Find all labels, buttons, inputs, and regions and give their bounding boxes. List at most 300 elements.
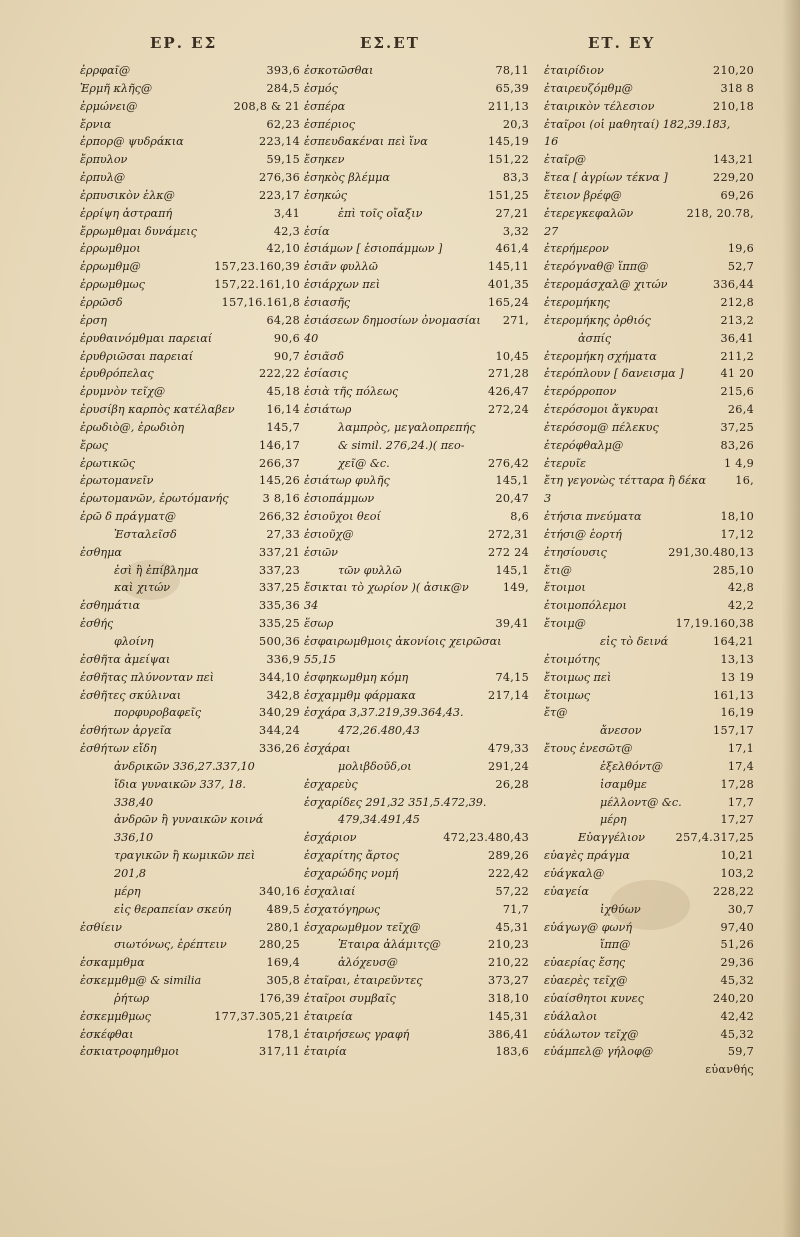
index-entry xyxy=(544,80,754,98)
index-entry xyxy=(80,258,300,276)
entry-reference: 151,22 xyxy=(488,153,529,167)
entry-reference: 97,40 xyxy=(720,920,754,934)
index-entry xyxy=(304,1026,529,1044)
entry-reference: 3 8,16 xyxy=(262,492,300,506)
entry-term: ἑρμώνει@ xyxy=(80,99,138,113)
index-entry xyxy=(544,740,754,758)
entry-term: ἐταιρεία xyxy=(304,1009,353,1023)
entry-term: ἔρως xyxy=(80,438,108,452)
index-entry xyxy=(544,437,754,455)
entry-reference: 222,42 xyxy=(488,866,529,880)
entry-term: ἐσθημα xyxy=(80,545,122,559)
entry-reference: 17,27 xyxy=(720,813,754,827)
entry-reference: 276,42 xyxy=(488,456,529,470)
index-entry xyxy=(304,169,529,187)
entry-term: ἄνεσον xyxy=(600,724,642,738)
index-entry xyxy=(80,794,300,812)
index-entry xyxy=(544,348,754,366)
index-entry xyxy=(544,562,754,580)
index-entry xyxy=(544,312,754,330)
index-entry xyxy=(80,740,300,758)
index-entry xyxy=(304,919,529,937)
entry-term: ἐσθίειν xyxy=(80,920,122,934)
index-entry xyxy=(304,508,529,526)
index-entry xyxy=(544,276,754,294)
entry-reference: 71,7 xyxy=(502,902,529,916)
index-entry xyxy=(80,116,300,134)
entry-term: ἐσκεμμθμως xyxy=(80,1009,151,1023)
index-entry xyxy=(544,919,754,937)
index-entry xyxy=(544,704,754,722)
index-entry xyxy=(544,472,754,490)
index-entry xyxy=(544,258,754,276)
entry-term: ἐτερομήκη σχήματα xyxy=(544,349,657,363)
index-entry xyxy=(544,847,754,865)
entry-reference: 289,26 xyxy=(488,849,529,863)
entry-reference: 42,3 xyxy=(273,224,300,238)
entry-reference: 39,41 xyxy=(495,617,529,631)
entry-term: ἐσφαιρωμθμοις ἀκονίοις χειρῶσαι xyxy=(304,635,502,648)
entry-term: ἐσθής xyxy=(80,617,114,631)
index-entry xyxy=(80,526,300,544)
entry-term: ἰχθύων xyxy=(600,902,641,916)
entry-term: ἐξελθόντ@ xyxy=(600,759,663,773)
entry-reference: 240,20 xyxy=(713,991,754,1005)
index-entry xyxy=(80,865,300,883)
entry-term: ἑσηκὸς βλέμμα xyxy=(304,171,390,185)
entry-reference: 3,32 xyxy=(502,224,529,238)
entry-reference: 42,8 xyxy=(727,581,754,595)
index-entry xyxy=(304,419,529,437)
entry-term: ἑσπευδακέναι πεὶ ἵνα xyxy=(304,135,428,149)
entry-reference: 340,16 xyxy=(259,884,300,898)
header-center: ΕΣ.ΕΤ xyxy=(360,34,420,52)
entry-term: ἑσιοῦχοι θεοί xyxy=(304,510,381,524)
index-entry xyxy=(80,562,300,580)
index-entry xyxy=(544,544,754,562)
index-entry xyxy=(304,437,529,455)
index-entry xyxy=(544,240,754,258)
index-entry xyxy=(304,722,529,740)
entry-term: ἱσαμθμε xyxy=(600,777,647,791)
index-entry xyxy=(544,651,754,669)
entry-reference: 26,4 xyxy=(727,403,754,417)
index-entry xyxy=(80,1043,300,1061)
entry-term: σιωτόνως, ἐρέπτειν xyxy=(114,938,227,952)
entry-term: εἰς θεραπείαν σκεύη xyxy=(114,902,232,916)
entry-term: ἑσιάσεων δημοσίων ὀνομασίαι xyxy=(304,313,481,327)
index-entry xyxy=(544,205,754,223)
index-entry xyxy=(304,276,529,294)
index-entry xyxy=(304,62,529,80)
entry-reference: 210,18 xyxy=(713,99,754,113)
entry-reference: 222,22 xyxy=(259,367,300,381)
index-entry xyxy=(80,615,300,633)
entry-reference: 145,26 xyxy=(259,474,300,488)
entry-term: 40 xyxy=(304,331,319,345)
index-entry xyxy=(304,1008,529,1026)
entry-term: & simil. 276,24.)( πεο- xyxy=(338,438,465,452)
entry-term: 472,26.480,43 xyxy=(338,724,420,738)
index-entry xyxy=(80,990,300,1008)
index-entry xyxy=(80,811,300,829)
entry-reference: 51,26 xyxy=(720,938,754,952)
index-entry xyxy=(544,419,754,437)
entry-term: ἑσιᾶσδ xyxy=(304,349,344,363)
entry-term: ἀσπίς xyxy=(578,331,612,345)
entry-term: ἐρωτικῶς xyxy=(80,456,136,470)
entry-reference: 177,37.305,21 xyxy=(214,1009,300,1023)
entry-reference: 272,31 xyxy=(488,527,529,541)
entry-reference: 266,32 xyxy=(259,510,300,524)
entry-reference: 45,32 xyxy=(720,1027,754,1041)
entry-reference: 393,6 xyxy=(266,64,300,77)
entry-term: ἐσθήτων ἀργεῖα xyxy=(80,724,172,738)
index-entry xyxy=(304,615,529,633)
entry-term: ἐτερομάσχαλ@ χιτών xyxy=(544,278,668,292)
entry-reference: 18,10 xyxy=(720,510,754,524)
index-entry xyxy=(544,383,754,401)
index-entry xyxy=(304,472,529,490)
index-entry xyxy=(304,579,529,597)
index-entry xyxy=(304,633,529,651)
entry-term: ἀλόχευσ@ xyxy=(338,956,398,970)
entry-reference: 145,1 xyxy=(495,474,529,488)
entry-term: ἑσπέριος xyxy=(304,117,355,131)
index-entry xyxy=(80,348,300,366)
entry-reference: 373,27 xyxy=(488,974,529,988)
entry-term: ἐταιρίδιον xyxy=(544,64,604,77)
entry-term: ἐρρῶσδ xyxy=(80,295,123,309)
index-entry xyxy=(304,151,529,169)
entry-reference: 145,19 xyxy=(488,135,529,149)
entry-term: ἐτερόπλουν [ δανεισμα ] xyxy=(544,367,684,381)
entry-reference: 83,3 xyxy=(502,171,529,185)
entry-reference: 10,21 xyxy=(720,849,754,863)
index-entry xyxy=(304,205,529,223)
index-entry xyxy=(80,151,300,169)
entry-term: μέρη xyxy=(114,884,141,898)
entry-term: ἐρρωμθμως xyxy=(80,278,145,292)
entry-reference: 1 4,9 xyxy=(724,456,754,470)
index-entry xyxy=(80,383,300,401)
entry-term: ἔτοιμως πεὶ xyxy=(544,670,612,684)
entry-reference: 90,6 xyxy=(273,331,300,345)
entry-term: ἐταῖροι συμβαῖς xyxy=(304,991,396,1005)
entry-reference: 8,6 xyxy=(510,510,529,524)
entry-term: ἐταιρευζόμθμ@ xyxy=(544,81,633,95)
index-entry xyxy=(304,776,529,794)
entry-term: 34 xyxy=(304,599,319,613)
index-entry xyxy=(80,722,300,740)
entry-term: ἐρυσίβη καρπὸς κατέλαβεν xyxy=(80,403,235,417)
entry-term: μέλλοντ@ &c. xyxy=(600,795,682,809)
entry-reference: 157,17 xyxy=(713,724,754,738)
index-entry xyxy=(304,526,529,544)
index-entry xyxy=(544,133,754,151)
index-entry xyxy=(544,794,754,812)
entry-term: ἑσίασις xyxy=(304,367,348,381)
entry-reference: 17,4 xyxy=(727,759,754,773)
entry-reference: 157,16.161,8 xyxy=(221,295,300,309)
entry-term: ἕσωρ xyxy=(304,617,334,631)
index-entry xyxy=(304,1043,529,1061)
entry-reference: 317,11 xyxy=(259,1045,300,1059)
index-entry xyxy=(544,633,754,651)
entry-reference: 30,7 xyxy=(727,902,754,916)
entry-term: ἐρρφαῖ@ xyxy=(80,64,131,77)
index-entry xyxy=(80,633,300,651)
entry-reference: 103,2 xyxy=(720,866,754,880)
index-entry xyxy=(304,187,529,205)
entry-term: ἔτους ἐνεσῶτ@ xyxy=(544,742,633,756)
entry-term: ἐρπυσικὸν ἑλκ@ xyxy=(80,188,175,202)
entry-term: ἐσχάραι xyxy=(304,742,351,756)
entry-term: ἐσχαμμθμ φάρμακα xyxy=(304,688,416,702)
entry-reference: 461,4 xyxy=(495,242,529,256)
index-entry xyxy=(544,758,754,776)
index-entry xyxy=(544,1008,754,1026)
index-entry xyxy=(544,615,754,633)
entry-term: ἐσχαρίδες 291,32 351,5.472,39. xyxy=(304,795,487,809)
index-entry xyxy=(304,954,529,972)
entry-term: ἐτερόγναθ@ ἵππ@ xyxy=(544,260,649,274)
entry-term: Ἐταιρα ἀλάμιτς@ xyxy=(338,938,441,952)
entry-term: ἔρπυλον xyxy=(80,153,128,167)
entry-term: ἑσιοῦχ@ xyxy=(304,527,354,541)
index-entry xyxy=(80,919,300,937)
entry-reference: 335,36 xyxy=(259,599,300,613)
entry-term: ἑσιάρχων πεὶ xyxy=(304,278,381,292)
index-entry xyxy=(304,330,529,348)
index-entry xyxy=(304,80,529,98)
index-entry xyxy=(304,687,529,705)
entry-term: ἵππ@ xyxy=(600,938,631,952)
index-entry xyxy=(304,312,529,330)
entry-term: ἐσχαρωμθμον τεῖχ@ xyxy=(304,920,421,934)
index-entry xyxy=(304,865,529,883)
entry-reference: 37,25 xyxy=(720,420,754,434)
entry-term: ἐρωδιὸ@, ἐρωδιὸη xyxy=(80,420,185,434)
index-entry xyxy=(304,972,529,990)
entry-term: ἐτερυῖε xyxy=(544,456,586,470)
entry-reference: 78,11 xyxy=(495,64,529,77)
index-entry xyxy=(544,901,754,919)
index-entry xyxy=(80,1008,300,1026)
entry-term: φλοίνη xyxy=(114,635,154,648)
index-entry xyxy=(80,829,300,847)
index-entry xyxy=(304,258,529,276)
entry-term: ἐρυμνὸν τεῖχ@ xyxy=(80,385,166,399)
index-entry xyxy=(80,187,300,205)
entry-reference: 20,3 xyxy=(502,117,529,131)
index-entry xyxy=(304,383,529,401)
entry-term: 336,10 xyxy=(114,831,154,845)
entry-reference: 145,11 xyxy=(488,260,529,274)
index-entry xyxy=(304,704,529,722)
entry-term: ἑσιασῆς xyxy=(304,295,351,309)
entry-term: εὐάλαλοι xyxy=(544,1009,598,1023)
index-entry xyxy=(544,455,754,473)
entry-term: ἐσφηκωμθμη κόμη xyxy=(304,670,409,684)
index-entry xyxy=(80,205,300,223)
entry-reference: 41 20 xyxy=(720,367,754,381)
entry-term: ἀνδρικῶν 336,27.337,10 xyxy=(114,759,255,773)
index-entry xyxy=(544,1061,754,1079)
index-entry xyxy=(304,562,529,580)
index-entry xyxy=(544,508,754,526)
entry-term: ἴδια γυναικῶν 337, 18. xyxy=(114,777,246,791)
index-entry xyxy=(80,901,300,919)
entry-term: ἑσία xyxy=(304,224,330,238)
index-entry xyxy=(304,116,529,134)
index-entry xyxy=(80,1026,300,1044)
entry-reference: 183,6 xyxy=(495,1045,529,1059)
index-entry xyxy=(304,651,529,669)
entry-reference: 45,18 xyxy=(266,385,300,399)
entry-term: εὐαερίας ἔσης xyxy=(544,956,626,970)
entry-term: εἰς τὸ δεινά xyxy=(600,635,669,648)
index-entry xyxy=(80,62,300,80)
entry-term: 479,34.491,45 xyxy=(338,813,420,827)
entry-reference: 74,15 xyxy=(495,670,529,684)
entry-term: ἐσχατόγηρως xyxy=(304,902,381,916)
index-entry xyxy=(304,365,529,383)
entry-reference: 59,7 xyxy=(727,1045,754,1059)
entry-term: ἐσθῆτα ἀμείψαι xyxy=(80,652,171,666)
entry-term: ἐσθημάτια xyxy=(80,599,141,613)
index-entry xyxy=(80,472,300,490)
entry-term: ἐτερεγκεφαλῶν xyxy=(544,206,634,220)
entry-term: ἐσθήτων εἴδη xyxy=(80,742,157,756)
entry-term: εὐάλωτον τεῖχ@ xyxy=(544,1027,639,1041)
entry-term: ἐτερήμερον xyxy=(544,242,609,256)
entry-reference: 29,36 xyxy=(720,956,754,970)
entry-reference: 62,23 xyxy=(266,117,300,131)
index-entry xyxy=(304,669,529,687)
index-entry xyxy=(304,544,529,562)
entry-term: λαμπρὸς, μεγαλοπρεπής xyxy=(338,420,476,434)
entry-reference: 285,10 xyxy=(713,563,754,577)
entry-reference: εὐανθής xyxy=(705,1063,754,1077)
entry-term: ἔτειον βρέφ@ xyxy=(544,188,622,202)
index-entry xyxy=(544,330,754,348)
index-entry xyxy=(80,704,300,722)
index-entry xyxy=(304,240,529,258)
entry-term: ἔτεα [ ἀγρίων τέκνα ] xyxy=(544,171,668,185)
entry-term: ἐπὶ τοῖς οἴαξιν xyxy=(338,206,423,220)
entry-term: ἐσκιατροφημθμοι xyxy=(80,1045,180,1059)
entry-reference: 337,25 xyxy=(259,581,300,595)
entry-reference: 17,19.160,38 xyxy=(675,617,754,631)
index-entry xyxy=(544,490,754,508)
entry-term: μέρη xyxy=(600,813,627,827)
entry-term: ἐρση xyxy=(80,313,107,327)
header-left: ΕΡ. ΕΣ xyxy=(150,34,218,52)
entry-reference: 217,14 xyxy=(488,688,529,702)
entry-term: ἐταιρήσεως γραφή xyxy=(304,1027,410,1041)
index-entry xyxy=(80,508,300,526)
entry-reference: 83,26 xyxy=(720,438,754,452)
entry-reference: 276,36 xyxy=(259,171,300,185)
entry-term: 55,15 xyxy=(304,652,337,666)
entry-reference: 291,30.480,13 xyxy=(668,545,754,559)
entry-reference: 340,29 xyxy=(259,706,300,720)
entry-reference: 16,19 xyxy=(720,706,754,720)
index-entry xyxy=(80,133,300,151)
entry-reference: 164,21 xyxy=(713,635,754,648)
index-entry xyxy=(80,419,300,437)
index-entry xyxy=(304,990,529,1008)
index-entry xyxy=(80,669,300,687)
entry-term: ἐταῖρ@ xyxy=(544,153,586,167)
entry-reference: 36,41 xyxy=(720,331,754,345)
index-entry xyxy=(80,401,300,419)
index-entry xyxy=(304,490,529,508)
entry-reference: 13,13 xyxy=(720,652,754,666)
index-entry xyxy=(544,526,754,544)
entry-reference: 45,32 xyxy=(720,974,754,988)
entry-term: ἐρυθριῶσαι παρειαί xyxy=(80,349,194,363)
entry-reference: 151,25 xyxy=(488,188,529,202)
entry-term: εὐάγωγ@ φωνή xyxy=(544,920,633,934)
index-entry xyxy=(80,330,300,348)
index-entry xyxy=(544,169,754,187)
entry-term: μολιβδοῦδ,οι xyxy=(338,759,412,773)
entry-reference: 16,14 xyxy=(266,403,300,417)
entry-reference: 169,4 xyxy=(266,956,300,970)
entry-reference: 16, xyxy=(735,474,754,488)
entry-reference: 27,21 xyxy=(495,206,529,220)
entry-term: ἔτοιμως xyxy=(544,688,590,702)
entry-reference: 272 24 xyxy=(488,545,529,559)
entry-reference: 271,28 xyxy=(488,367,529,381)
entry-reference: 145,7 xyxy=(266,420,300,434)
index-entry xyxy=(80,687,300,705)
index-entry xyxy=(544,1043,754,1061)
entry-term: ἐταῖροι (οἱ μαθηταί) 182,39.183, xyxy=(544,117,731,131)
entry-term: ἑσιάμων [ ἑσιοπάμμων ] xyxy=(304,242,443,256)
index-entry xyxy=(80,972,300,990)
entry-term: ἐρρωμθμ@ xyxy=(80,260,141,274)
index-entry xyxy=(80,651,300,669)
index-entry xyxy=(80,847,300,865)
index-entry xyxy=(304,597,529,615)
index-entry xyxy=(544,1026,754,1044)
entry-term: εὐαερὲς τεῖχ@ xyxy=(544,974,628,988)
index-entry xyxy=(304,811,529,829)
entry-reference: 157,23.160,39 xyxy=(214,260,300,274)
entry-reference: 149, xyxy=(502,581,529,595)
index-entry xyxy=(544,597,754,615)
entry-reference: 27,33 xyxy=(266,527,300,541)
entry-term: ἐρρίψη ἀστραπή xyxy=(80,206,173,220)
entry-reference: 42,42 xyxy=(720,1009,754,1023)
entry-term: καὶ χιτών xyxy=(114,581,171,595)
entry-term: ἐσχαλιαί xyxy=(304,884,356,898)
index-entry xyxy=(304,758,529,776)
entry-term: ἔτη γεγονὼς τέτταρα ἢ δέκα xyxy=(544,474,707,488)
index-entry xyxy=(80,883,300,901)
index-entry xyxy=(304,348,529,366)
index-entry xyxy=(80,294,300,312)
entry-reference: 213,2 xyxy=(720,313,754,327)
entry-term: ἔσηκεν xyxy=(304,153,345,167)
entry-term: ἐσχαρίτης ἄρτος xyxy=(304,849,399,863)
entry-term: ἔσικται τὸ χωρίον )( ἀσικ@ν xyxy=(304,581,469,595)
index-entry xyxy=(544,829,754,847)
index-entry xyxy=(304,98,529,116)
